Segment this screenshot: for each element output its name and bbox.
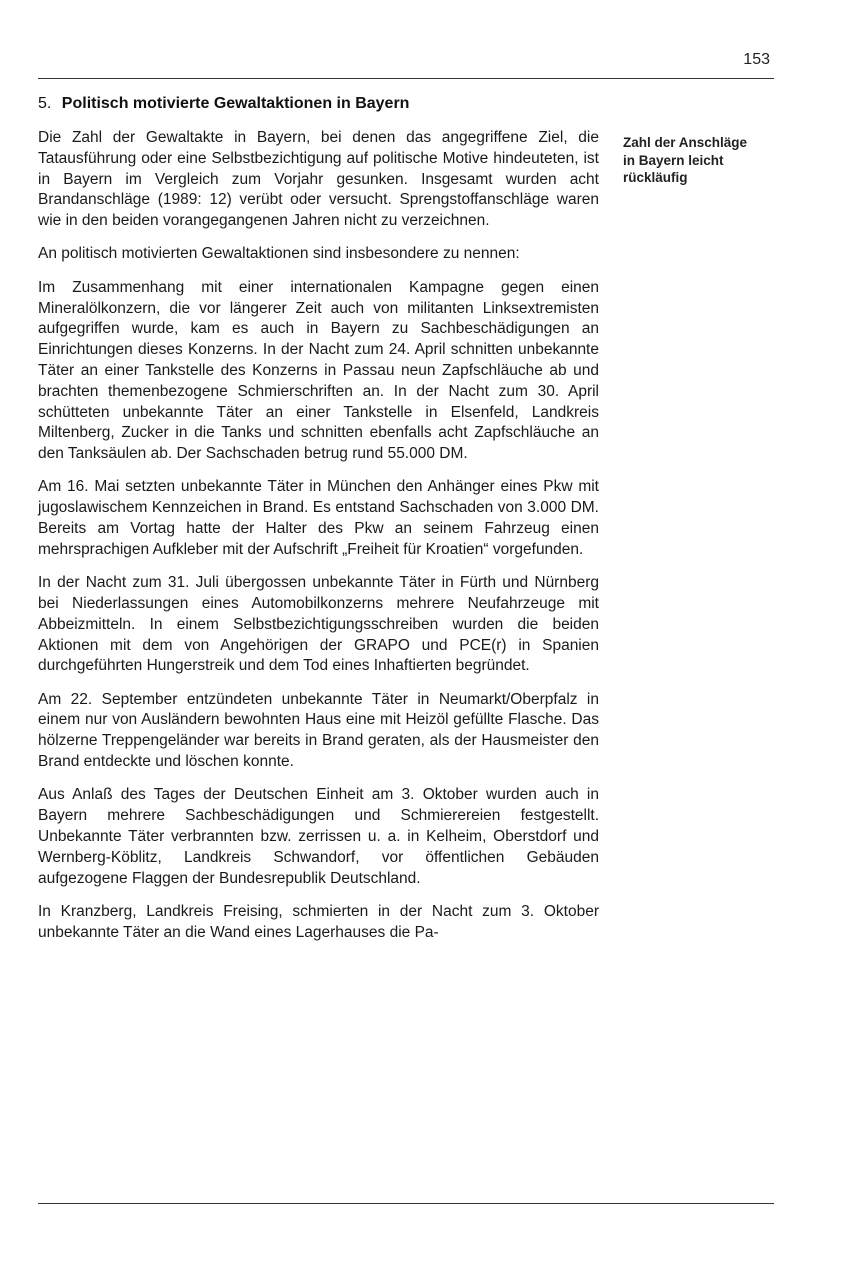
paragraph: Die Zahl der Gewaltakte in Bayern, bei denen das angegriffene Ziel, die Tatausführung oder eine Selbstbezichtigung auf politische Motive hindeuteten, ist in Bayern im Vergleich zum Vorjahr gesunken. Insgesamt wurden acht Brandanschläge (1989: 12) verübt oder versucht. Sprengstoffanschläge waren wie in den beiden vorangegangenen Jahren nicht zu verzeichnen. <box>38 129 599 230</box>
margin-note <box>623 134 783 187</box>
margin-note-line: rückläufig <box>623 170 688 185</box>
footer-rule <box>38 1203 774 1204</box>
paragraph: Am 16. Mai setzten unbekannte Täter in München den Anhänger eines Pkw mit jugoslawischem Kennzeichen in Brand. Es entstand Sachschaden von 3.000 DM. Bereits am Vortag hatte der Halter des Pkw an seinem Fahrzeug einen mehrsprachigen Aufkleber mit der Aufschrift „Freiheit für Kroatien“ vorgefunden. <box>38 478 599 558</box>
section-title: Politisch motivierte Gewaltaktionen in Bayern <box>61 95 410 112</box>
margin-note-line: in Bayern leicht <box>623 152 724 168</box>
paragraph: In Kranzberg, Landkreis Freising, schmierten in der Nacht zum 3. Oktober unbekannte Täter an die Wand eines Lagerhauses die Pa- <box>38 902 599 941</box>
paragraph: Am 22. September entzündeten unbekannte Täter in Neumarkt/Oberpfalz in einem nur von Ausländern bewohnten Haus eine mit Heizöl gefüllte Flasche. Das hölzerne Treppengeländer war bereits in Brand geraten, als der Hausmeister den Brand entdeckte und löschen konnte. <box>38 690 599 771</box>
section-heading <box>38 95 409 113</box>
paragraph: Im Zusammenhang mit einer internationalen Kampagne gegen einen Mineralölkonzern, die vor längerer Zeit auch von militanten Linksextremisten aufgegriffen wurde, kam es auch in Bayern zu Sachbeschädigungen an Einrichtungen dieses Konzerns. In der Nacht zum 24. April schnitten unbekannte Täter an einer Tankstelle des Konzerns in Passau neun Zapfschläuche ab und brachten themenbezogene Schmierschriften an. In der Nacht zum 30. April schütteten unbekannte Täter an einer Tankstelle in Elsenfeld, Landkreis Miltenberg, Zucker in die Tanks und schnitten ebenfalls acht Zapfschläuche an den Tanksäulen ab. Der Sachschaden betrug rund 55.000 DM. <box>38 278 599 463</box>
margin-note-line: Zahl der Anschläge <box>623 135 748 150</box>
section-number: 5. <box>38 95 52 112</box>
paragraph: An politisch motivierten Gewaltaktionen sind insbesondere zu nennen: <box>38 245 520 263</box>
header-rule <box>38 78 774 79</box>
body-text <box>38 128 599 956</box>
paragraph: Aus Anlaß des Tages der Deutschen Einheit am 3. Oktober wurden auch in Bayern mehrere Sachbeschädigungen und Schmierereien festgestellt. Unbekannte Täter verbrannten bzw. zerrissen u. a. in Kelheim, Oberstdorf und Wernberg-Köblitz, Landkreis Schwandorf, vor öffentlichen Gebäuden aufgezogene Flaggen der Bundesrepublik Deutschland. <box>38 786 599 887</box>
page-number: 153 <box>743 51 770 68</box>
paragraph: In der Nacht zum 31. Juli übergossen unbekannte Täter in Fürth und Nürnberg bei Niederlassungen eines Automobilkonzerns mehrere Neufahrzeuge mit Abbeizmitteln. In einem Selbstbezichtigungsschreiben wurden die beiden Aktionen mit dem von Angehörigen der GRAPO und PCE(r) in Spanien durchgeführten Hungerstreik und dem Tod eines Inhaftierten begründet. <box>38 574 599 675</box>
